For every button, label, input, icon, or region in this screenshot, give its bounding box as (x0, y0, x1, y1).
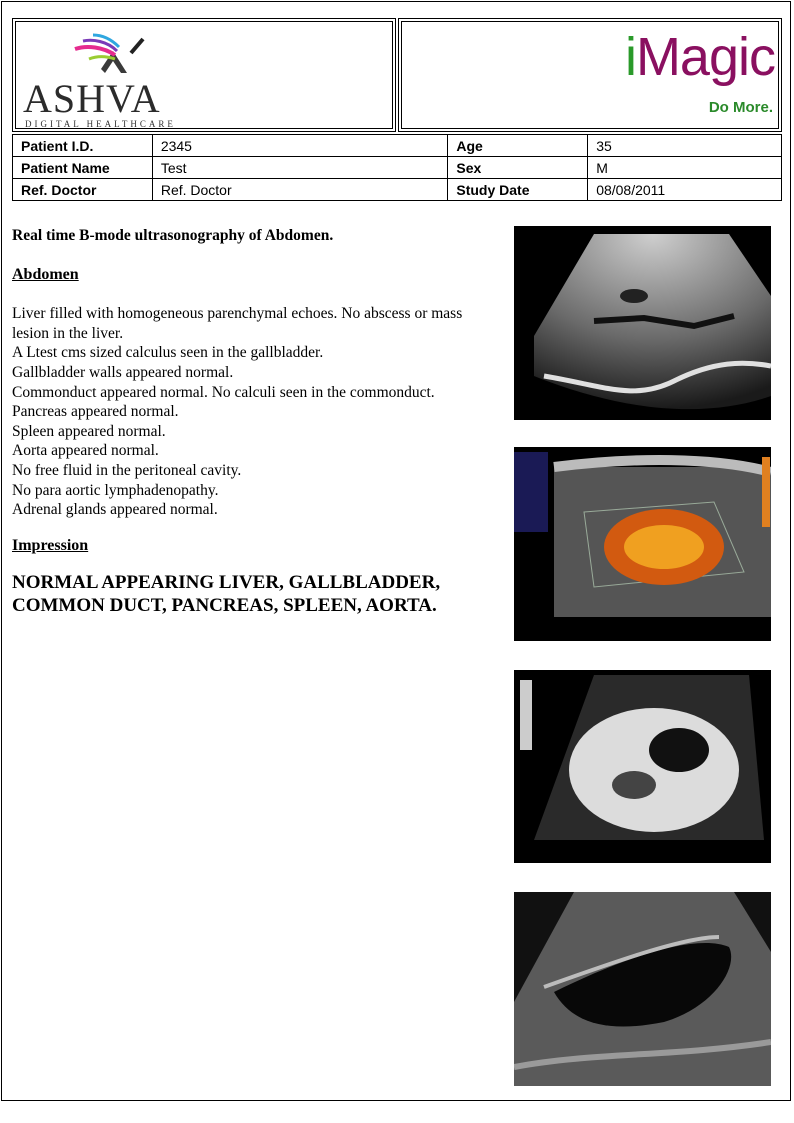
finding-line: Spleen appeared normal. (12, 422, 166, 440)
study-date-value: 08/08/2011 (588, 179, 782, 201)
finding-line: Liver filled with homogeneous parenchymal echoes. No abscess or mass lesion in the liver. (12, 305, 463, 342)
study-date-label: Study Date (448, 179, 588, 201)
imagic-i-letter: i (624, 27, 636, 87)
ultrasound-image-liver (514, 226, 771, 420)
finding-line: Aorta appeared normal. (12, 442, 159, 460)
table-row (13, 179, 782, 201)
age-label: Age (448, 135, 588, 157)
ref-doctor-value: Ref. Doctor (152, 179, 448, 201)
impression-line: COMMON DUCT, PANCREAS, SPLEEN, AORTA. (12, 595, 437, 617)
patient-info-table (12, 134, 782, 201)
report-title: Real time B-mode ultrasonography of Abdomen. (12, 227, 334, 244)
patient-id-label: Patient I.D. (13, 135, 153, 157)
finding-line: A Ltest cms sized calculus seen in the gallbladder. (12, 344, 324, 362)
imagic-wordmark (625, 27, 775, 87)
sex-value: M (588, 157, 782, 179)
impression-line: NORMAL APPEARING LIVER, GALLBLADDER, (12, 572, 441, 594)
finding-line: No para aortic lymphadenopathy. (12, 481, 219, 499)
finding-line: Pancreas appeared normal. (12, 403, 179, 421)
patient-name-value: Test (152, 157, 448, 179)
imagic-tagline: Do More. (708, 99, 773, 116)
imagic-rest: Magic (635, 27, 775, 87)
patient-id-value: 2345 (152, 135, 448, 157)
sex-label: Sex (448, 157, 588, 179)
table-row (13, 157, 782, 179)
section-heading-abdomen: Abdomen (12, 265, 79, 283)
section-heading-impression: Impression (12, 536, 89, 554)
finding-line: Adrenal glands appeared normal. (12, 501, 218, 519)
patient-name-label: Patient Name (13, 157, 153, 179)
finding-line: No free fluid in the peritoneal cavity. (12, 461, 242, 479)
ultrasound-image-gallbladder (514, 892, 771, 1086)
age-value: 35 (588, 135, 782, 157)
finding-line: Commonduct appeared normal. No calculi seen in the commonduct. (12, 383, 435, 401)
table-row (13, 135, 782, 157)
ultrasound-image-kidney-doppler (514, 447, 771, 641)
header-right-panel (398, 18, 782, 132)
finding-line: Gallbladder walls appeared normal. (12, 363, 234, 381)
ultrasound-image-kidney-power (514, 670, 771, 863)
ref-doctor-label: Ref. Doctor (13, 179, 153, 201)
report-body (12, 226, 492, 617)
ashva-subtitle: DIGITAL HEALTHCARE (25, 119, 176, 129)
ashva-wordmark: ASHVA (23, 76, 161, 121)
header-left-panel (12, 18, 396, 132)
